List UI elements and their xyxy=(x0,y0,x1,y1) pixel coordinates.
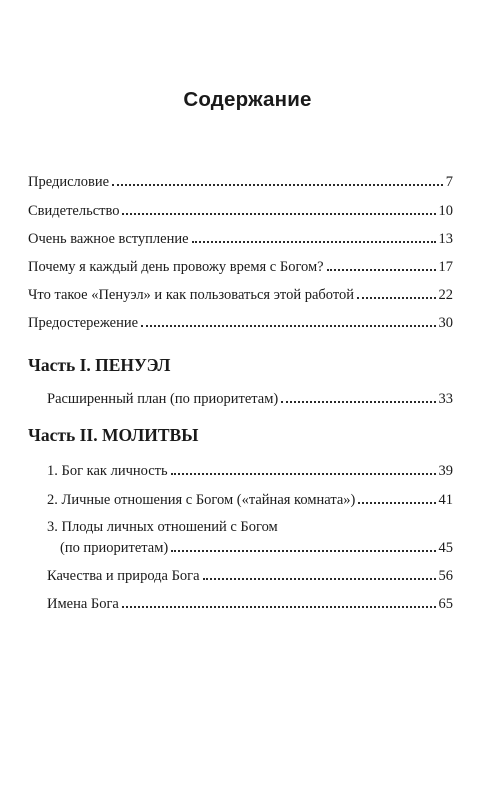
toc-leader-dots xyxy=(281,400,435,403)
toc-leader-dots xyxy=(358,501,435,504)
toc-entry xyxy=(47,388,453,408)
toc-entry-page: 65 xyxy=(438,596,453,612)
toc-entry-page: 39 xyxy=(438,463,453,479)
toc-entry-page: 45 xyxy=(438,540,453,556)
toc-leader-dots xyxy=(171,549,435,552)
toc-leader-dots xyxy=(171,472,436,475)
toc-entry xyxy=(28,228,453,248)
toc-entry-page: 41 xyxy=(438,492,453,508)
toc-entry-page: 13 xyxy=(438,231,453,247)
toc-entry-title: 2. Личные отношения с Богом («тайная комната») xyxy=(47,492,356,508)
toc-leader-dots xyxy=(357,296,436,299)
toc-entry-page: 33 xyxy=(438,391,453,407)
toc-entry xyxy=(28,312,453,332)
toc-entry xyxy=(28,200,453,220)
toc-leader-dots xyxy=(122,212,435,215)
toc-entry-title: Свидетельство xyxy=(28,203,120,219)
page-title: Содержание xyxy=(183,88,312,111)
toc-leader-dots xyxy=(327,268,436,271)
toc-entry-title-line2: (по приоритетам) xyxy=(60,540,169,556)
toc-entry xyxy=(47,489,453,509)
toc-entry xyxy=(47,593,453,613)
toc-leader-dots xyxy=(112,183,443,186)
toc-entry-title: 1. Бог как личность xyxy=(47,463,168,479)
toc-entry-page: 10 xyxy=(438,203,453,219)
toc-leader-dots xyxy=(203,577,436,580)
toc-entry-title: Что такое «Пенуэл» и как пользоваться этой работой xyxy=(28,287,354,303)
toc-entry xyxy=(60,537,453,557)
toc-entry-title: Расширенный план (по приоритетам) xyxy=(47,391,279,407)
toc-entry xyxy=(47,460,453,480)
toc-entry xyxy=(28,284,453,304)
toc-entry-title: Качества и природа Бога xyxy=(47,568,200,584)
toc-entry xyxy=(47,565,453,585)
toc-entry xyxy=(28,256,453,276)
toc-entry-title: Предисловие xyxy=(28,174,110,190)
part-heading-1: Часть I. ПЕНУЭЛ xyxy=(28,355,171,375)
toc-leader-dots xyxy=(122,605,436,608)
toc-entry-title: Почему я каждый день провожу время с Богом? xyxy=(28,259,324,275)
toc-entry-title: Очень важное вступление xyxy=(28,231,189,247)
toc-entry-page: 7 xyxy=(445,174,453,190)
toc-entry-title-line1: 3. Плоды личных отношений с Богом xyxy=(47,519,278,535)
toc-entry-page: 17 xyxy=(438,259,453,275)
toc-entry-page: 56 xyxy=(438,568,453,584)
toc-entry xyxy=(28,171,453,191)
toc-entry-page: 22 xyxy=(438,287,453,303)
toc-entry-title: Имена Бога xyxy=(47,596,119,612)
toc-leader-dots xyxy=(141,324,435,327)
toc-entry-page: 30 xyxy=(438,315,453,331)
part-heading-2: Часть II. МОЛИТВЫ xyxy=(28,425,199,445)
toc-leader-dots xyxy=(192,240,436,243)
toc-entry-title: Предостережение xyxy=(28,315,139,331)
